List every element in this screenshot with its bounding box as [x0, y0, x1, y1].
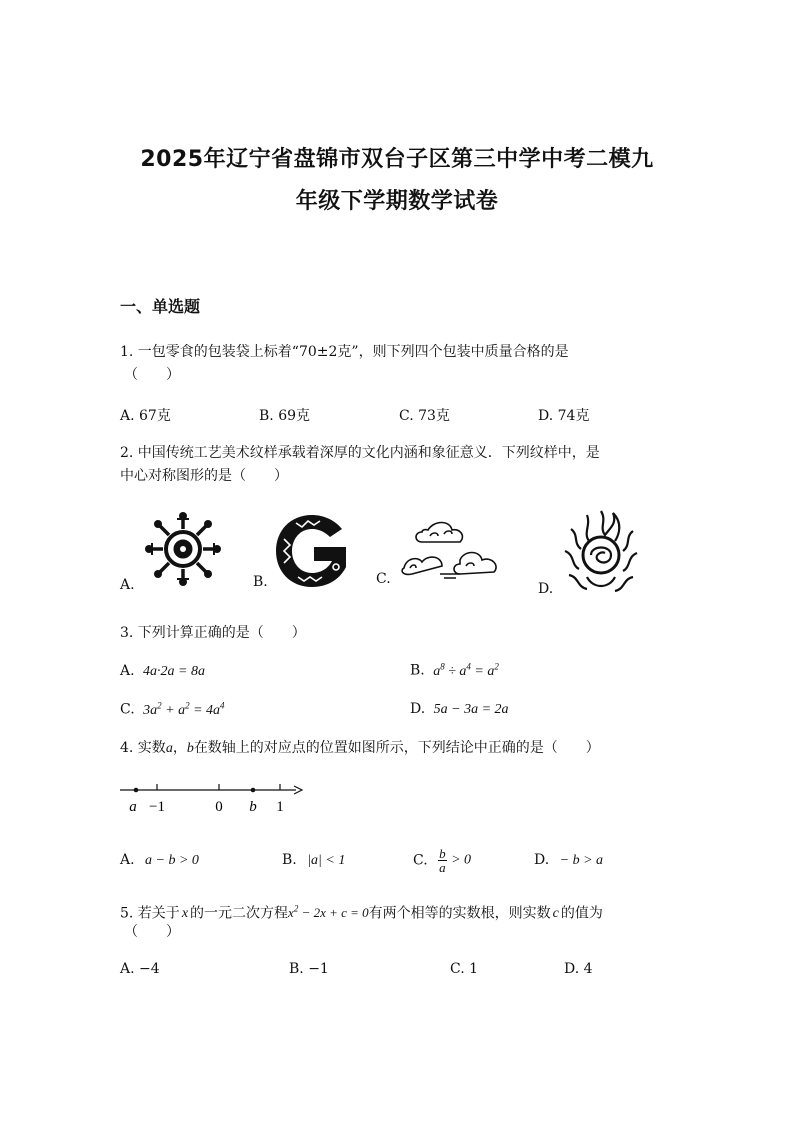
q1-stem-line2: （ ） [124, 367, 180, 383]
numberline-label-neg1: −1 [149, 799, 165, 815]
q5-stem-line2: （ ） [124, 924, 180, 940]
q4-option-b-formula: |a| < 1 [307, 853, 346, 868]
q2-stem-line1: 2. 中国传统工艺美术纹样承载着深厚的文化内涵和象征意义．下列纹样中，是 [120, 445, 600, 461]
q4-option-c[interactable] [413, 847, 471, 874]
number-line [118, 780, 308, 814]
section-heading: 一、单选题 [120, 297, 201, 316]
q4-stem-prefix: 4. 实数 [120, 740, 166, 756]
q5-option-c[interactable]: C. 1 [450, 961, 479, 977]
q3-stem: 3. 下列计算正确的是（ ） [120, 625, 306, 641]
q2-option-b-label[interactable]: B. [253, 574, 268, 590]
point-a-marker [134, 788, 139, 793]
page-title-line2: 年级下学期数学试卷 [295, 189, 499, 214]
numberline-label-0: 0 [215, 799, 223, 815]
q4-option-c-letter: C. [413, 852, 428, 869]
cloud-pattern-icon[interactable] [400, 516, 502, 582]
q1-option-c[interactable]: C. 73克 [399, 408, 450, 424]
q3-option-d-letter: D. [410, 701, 426, 717]
q4-option-c-fraction: $\frac{b}{a}$ [439, 846, 446, 875]
q3-option-b-formula: $a^8 \div a^4 = a^2$ [433, 661, 499, 679]
q2-option-c-label[interactable]: C. [376, 571, 391, 587]
point-b-marker [251, 788, 256, 793]
q2-option-a-label[interactable]: A. [120, 577, 135, 593]
numberline-label-b: b [249, 799, 257, 815]
q3-option-d[interactable] [410, 701, 509, 718]
q4-option-d-formula: − b > a [559, 853, 604, 868]
q3-option-c-formula: $3a^2 + a^2 = 4a^4$ [143, 700, 225, 718]
q3-option-a[interactable] [120, 663, 205, 680]
page-title-line1: 2025年辽宁省盘锦市双台子区第三中学中考二模九 [140, 147, 654, 172]
q4-option-a-formula: a − b > 0 [145, 853, 199, 868]
q4-option-d[interactable] [534, 852, 603, 869]
q5-stem-mid1: 的一元二次方程 [190, 905, 289, 922]
q3-option-c[interactable] [120, 700, 225, 719]
numberline-label-a: a [129, 799, 137, 815]
q4-option-b[interactable] [282, 852, 345, 869]
flame-pattern-icon[interactable] [563, 505, 639, 599]
snowflake-pattern-icon[interactable] [143, 512, 223, 586]
q4-option-d-letter: D. [534, 852, 550, 868]
q1-option-b[interactable]: B. 69克 [259, 408, 311, 424]
q5-var-c: c [552, 906, 559, 922]
q4-stem-mid: 在数轴上的对应点的位置如图所示，下列结论中正确的是（ ） [193, 740, 600, 756]
q3-option-a-letter: A. [120, 663, 135, 679]
q5-stem-end: 的值为 [560, 905, 603, 922]
q5-stem-mid2: 有两个相等的实数根，则实数 [368, 905, 551, 922]
q4-option-b-letter: B. [282, 852, 297, 868]
q1-option-d[interactable]: D. 74克 [538, 408, 590, 424]
q5-option-b[interactable]: B. −1 [289, 961, 329, 977]
q4-option-a[interactable] [120, 852, 199, 869]
q3-option-a-formula: 4a·2a = 8a [143, 664, 205, 679]
q2-stem-line2: 中心对称图形的是（ ） [120, 468, 288, 484]
q5-stem-line1 [120, 898, 603, 925]
q5-var-x: x [181, 906, 189, 922]
q3-option-c-letter: C. [120, 701, 135, 718]
q4-option-a-letter: A. [120, 852, 135, 868]
q3-option-d-formula: 5a − 3a = 2a [433, 702, 509, 717]
q3-option-b-letter: B. [410, 662, 425, 679]
q5-option-d[interactable]: D. 4 [564, 961, 593, 977]
patterned-g-icon[interactable] [274, 515, 352, 587]
q5-stem-prefix: 5. 若关于 [120, 905, 180, 922]
q1-stem-line1: 1. 一包零食的包装袋上标着“70±2克”，则下列四个包装中质量合格的是 [120, 344, 569, 360]
q1-option-a[interactable]: A. 67克 [120, 408, 171, 424]
q4-var-a: a [165, 741, 173, 756]
q4-option-c-comparison: > 0 [451, 852, 472, 868]
q2-option-d-label[interactable]: D. [538, 581, 554, 597]
numberline-label-1: 1 [276, 799, 284, 815]
q3-option-b[interactable] [410, 661, 499, 680]
q4-var-b: b [186, 741, 194, 756]
q5-equation: $x^2 - 2x + c = 0$ [288, 904, 369, 921]
q5-option-a[interactable]: A. −4 [120, 961, 160, 977]
q4-stem: 4. 实数a，b在数轴上的对应点的位置如图所示，下列结论中正确的是（ ） [120, 740, 600, 756]
